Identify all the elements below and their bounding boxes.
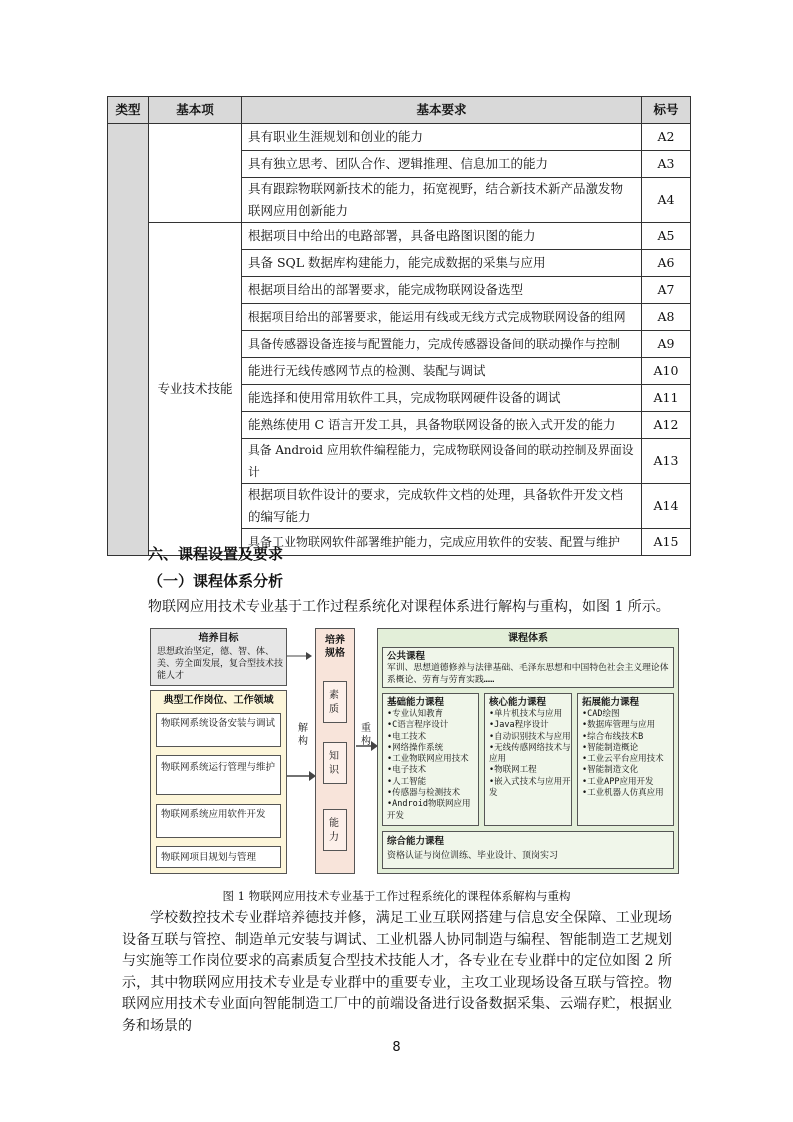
course-system-diagram xyxy=(148,626,681,876)
spec-item: 能力 xyxy=(323,809,347,851)
req-cell: 根据项目给出的部署要求，能完成物联网设备选型 xyxy=(242,277,642,304)
header-code: 标号 xyxy=(642,97,691,124)
intro-paragraph: 物联网应用技术专业基于工作过程系统化对课程体系进行解构与重构，如图 1 所示。 xyxy=(148,599,670,615)
code-cell: A14 xyxy=(642,484,691,529)
code-cell: A3 xyxy=(642,151,691,178)
table-header-row xyxy=(108,97,691,124)
figure-caption: 图 1 物联网应用技术专业基于工作过程系统化的课程体系解构与重构 xyxy=(222,889,571,903)
req-cell: 具有独立思考、团队合作、逻辑推理、信息加工的能力 xyxy=(242,151,642,178)
code-cell: A11 xyxy=(642,385,691,412)
req-cell: 能选择和使用常用软件工具，完成物联网硬件设备的调试 xyxy=(242,385,642,412)
code-cell: A10 xyxy=(642,358,691,385)
table-row xyxy=(108,124,691,151)
reconstruct-label: 重构 xyxy=(361,723,371,747)
code-cell: A9 xyxy=(642,331,691,358)
comp-title: 综合能力课程 xyxy=(387,836,445,847)
goal-text: 思想政治坚定，德、智、体、美、劳全面发展，复合型技术技能人才 xyxy=(157,647,284,681)
jobs-title: 典型工作岗位、工作领域 xyxy=(163,695,274,706)
type-cell xyxy=(108,124,149,556)
system-box xyxy=(377,628,679,874)
req-cell: 能进行无线传感网节点的检测、装配与调试 xyxy=(242,358,642,385)
table-row xyxy=(108,223,691,250)
code-cell: A2 xyxy=(642,124,691,151)
public-box xyxy=(382,647,674,688)
code-cell: A4 xyxy=(642,178,691,223)
job-item: 物联网系统运行管理与维护 xyxy=(156,755,281,795)
job-item: 物联网项目规划与管理 xyxy=(156,846,281,868)
code-cell: A13 xyxy=(642,439,691,484)
body-paragraph: 学校数控技术专业群培养德技并修，满足工业互联网搭建与信息安全保障、工业现场设备互联与管控、制造单元安装与调试、工业机器人协同制造与编程、智能制造工艺规划与实施等工作岗位要求的高素质复合型技术技能人才，各专业在专业群中的定位如图 2 所示，其中物联网应用技术专业是专业群中的重要专业，主攻工业现场设备互联与管控。物联网应用技术专业面向智能制造工厂中的前端设备进行设备数据采集、云端存贮，根据业务和场景的 xyxy=(122,910,672,1034)
section-heading: 六、课程设置及要求 xyxy=(148,545,284,563)
req-cell: 根据项目给出的部署要求，能运用有线或无线方式完成物联网设备的组网 xyxy=(242,304,642,331)
deconstruct-label: 解构 xyxy=(298,723,308,747)
code-cell: A5 xyxy=(642,223,691,250)
ext-list: •CAD绘图 •数据库管理与应用 •综合布线技术B •智能制造概论 •工业云平台应用技术 •智能制造文化 •工业APP应用开发 •工业机器人仿真应用 xyxy=(582,709,664,799)
code-cell: A7 xyxy=(642,277,691,304)
req-cell: 根据项目中给出的电路部署，具备电路图识图的能力 xyxy=(242,223,642,250)
public-title: 公共课程 xyxy=(387,651,426,662)
req-cell: 根据项目软件设计的要求，完成软件文档的处理，具备软件开发文档的编写能力 xyxy=(242,484,642,529)
comp-text: 资格认证与岗位训练、毕业设计、顶岗实习 xyxy=(387,851,559,861)
job-item: 物联网系统设备安装与调试 xyxy=(156,713,281,747)
basic-list: •专业认知教育 •C语言程序设计 •电工技术 •网络操作系统 •工业物联网应用技术 •电子技术 •人工智能 •传感器与检测技术 •Android物联网应用开发 xyxy=(387,709,471,821)
code-cell: A12 xyxy=(642,412,691,439)
basic-title: 基础能力课程 xyxy=(387,697,445,708)
req-cell: 具有跟踪物联网新技术的能力，拓宽视野，结合新技术新产品激发物联网应用创新能力 xyxy=(242,178,642,223)
req-cell: 具备工业物联网软件部署维护能力，完成应用软件的安装、配置与维护 xyxy=(242,529,642,556)
core-list: •单片机技术与应用 •Java程序设计 •自动识别技术与应用 •无线传感网络技术与应用 •物联网工程 •嵌入式技术与应用开发 xyxy=(489,709,571,799)
subsection-heading: （一）课程体系分析 xyxy=(148,572,284,590)
req-cell: 具备传感器设备连接与配置能力，完成传感器设备间的联动操作与控制 xyxy=(242,331,642,358)
public-text: 军训、思想道德修养与法律基础、毛泽东思想和中国特色社会主义理论体系概论、劳育与劳育实践…… xyxy=(387,663,669,685)
core-title: 核心能力课程 xyxy=(489,697,547,708)
req-cell: 能熟练使用 C 语言开发工具，具备物联网设备的嵌入式开发的能力 xyxy=(242,412,642,439)
system-title: 课程体系 xyxy=(508,633,548,644)
requirements-table xyxy=(107,96,691,556)
ext-title: 拓展能力课程 xyxy=(582,697,640,708)
core-box xyxy=(484,693,572,826)
ext-box xyxy=(577,693,674,826)
req-cell: 具备 Android 应用软件编程能力，完成物联网设备间的联动控制及界面设计 xyxy=(242,439,642,484)
header-item: 基本项 xyxy=(149,97,242,124)
req-cell: 具备 SQL 数据库构建能力，能完成数据的采集与应用 xyxy=(242,250,642,277)
code-cell: A6 xyxy=(642,250,691,277)
header-requirement: 基本要求 xyxy=(242,97,642,124)
job-item: 物联网系统应用软件开发 xyxy=(156,804,281,838)
spec-box xyxy=(315,628,355,874)
spec-title: 培养规格 xyxy=(325,635,345,659)
comp-box xyxy=(382,831,674,869)
code-cell: A15 xyxy=(642,529,691,556)
header-type: 类型 xyxy=(108,97,149,124)
item-cell-tech-skill: 专业技术技能 xyxy=(149,223,242,556)
spec-item: 知识 xyxy=(323,742,347,784)
arrow-head xyxy=(306,652,312,660)
req-cell: 具有职业生涯规划和创业的能力 xyxy=(242,124,642,151)
goal-title: 培养目标 xyxy=(198,633,239,644)
spec-item: 素质 xyxy=(323,681,347,723)
page-number: 8 xyxy=(392,1040,401,1055)
code-cell: A8 xyxy=(642,304,691,331)
item-cell-empty xyxy=(149,124,242,223)
basic-box xyxy=(382,693,479,826)
